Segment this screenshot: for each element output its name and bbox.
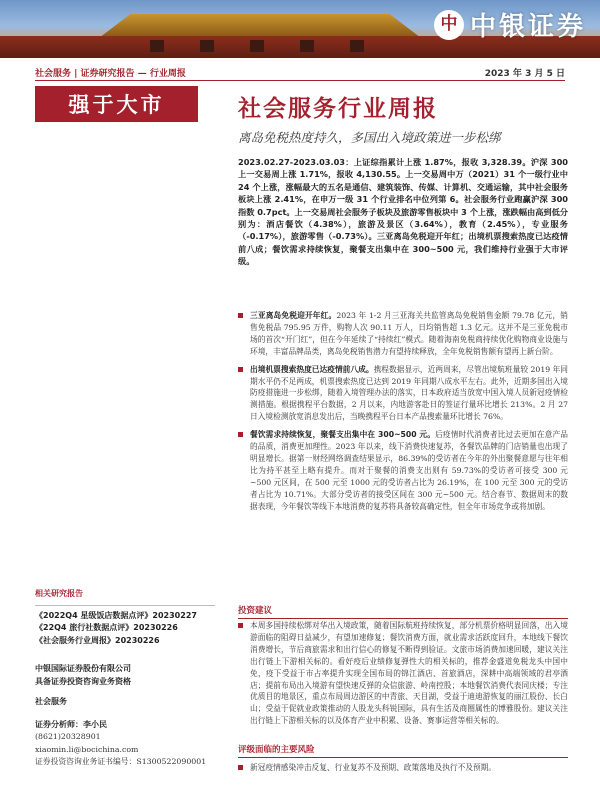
bullet-square-icon	[238, 623, 243, 628]
palace-roof-image	[80, 14, 440, 36]
report-date: 2023 年 3 月 5 日	[484, 69, 565, 79]
section-title: 投资建议	[238, 606, 273, 616]
sidebar	[35, 588, 215, 769]
related-reports-title: 相关研究报告	[35, 589, 83, 598]
analyst-certificate: 证券投资咨询业务证书编号：S1300522090001	[35, 757, 207, 766]
list-item	[238, 364, 568, 424]
section-title: 评级面临的主要风险	[238, 745, 315, 755]
risk-section	[238, 743, 568, 758]
page-subtitle: 离岛免税热度持久，多国出入境政策进一步松绑	[238, 130, 501, 145]
bullet-square-icon	[238, 367, 243, 372]
bullet-head: 餐饮需求持续恢复，聚餐支出集中在 300~500 元。	[250, 430, 436, 440]
investment-paragraph	[238, 620, 568, 727]
bullet-head: 三亚离岛免税迎开年红。	[250, 311, 337, 320]
list-item	[238, 429, 568, 512]
rating-badge: 强于大市	[35, 86, 198, 122]
bullet-text: 携程数据显示，近两周来，尽管出境航班量较 2019 年同期水平仍不足两成，机票搜索热度已达到 2019 年同期八成水平左右。此外，近期多国出入境防疫措施进一步松绑，随着入境管理办法的落实，日本政府适当放宽中国入境人员新冠疫情检测措施。根据携程平台数据，2 月以来，内地游客赴日的签证行量环比增长 213%。2 月 27 日入境检测放宽消息发出后，当晚携程平台日本产品搜索量环比增长 76%。	[250, 364, 568, 422]
brand-logo	[434, 6, 586, 43]
risk-text: 新冠疫情感染冲击反复、行业复苏不及预期、政策落地及执行不及预期。	[250, 763, 497, 772]
palace-window	[150, 40, 164, 52]
investment-section	[238, 604, 568, 619]
analyst-phone: (8621)20328901	[35, 732, 101, 741]
summary-paragraph: 2023.02.27-2023.03.03：上证综指累计上涨 1.87%，报收 3,328.39。沪深 300 上一交易周上涨 1.71%，报收 4,130.55。上一交易周中万（2021）31 个一级行业中 24 个上涨，涨幅最大的五名是通信、建筑装饰、传媒、计算机、交通运输，其中社会服务板块上涨 2.41%，在申万一级 31 个行业排名中位列第 6。社会服务行业跑赢沪深 300 指数 0.7pct。上一交易周社会服务子板块及旅游零售板块中 3 个上涨，涨跌幅由高到低分别为：酒店餐饮（4.38%），旅游及景区（3.64%），教育（2.45%），专业服务（-0.17%），旅游零售（-0.73%）。三亚离岛免税迎开年红；出境机票搜索热度已达疫情前八成；餐饮需求持续恢复，聚餐支出集中在 300~500 元，我们维持行业强于大市评级。	[238, 157, 568, 267]
bullet-text: 后疫情时代消费者比过去更加在意产品的品质，消费更加理性。2023 年以来，线下消费快速复苏，各餐饮品牌的门店销量也出现了明显增长。据第一财经网络调查结果显示，86.39%的受访者在今年的外出聚餐意愿与往年相比为持平甚至上略有提升。而对于聚餐的消费支出则有 59.73%的受访者可接受 300 元~500 元区间，在 500 元至 1000 元的受访者占比为 26.19%，在 100 元至 300 元的受访者占比为 10.71%。大部分受访者的接受区间在 300 元~500 元。结合春节、数据周末的数据表现，今年餐饮等线下本地消费的复苏将具备较高确定性，但全年市场竞争或将加剧。	[250, 430, 568, 511]
risk-paragraph	[238, 762, 568, 774]
bullet-square-icon	[238, 765, 243, 770]
company-name: 中银国际证券股份有限公司	[35, 664, 131, 673]
section-divider	[238, 757, 568, 758]
palace-window	[250, 40, 264, 52]
header-banner	[0, 0, 600, 58]
related-report-link[interactable]: 《社会服务行业周报》20230226	[35, 635, 160, 645]
bullet-head: 出境机票搜索热度已达疫情前八成。	[250, 364, 374, 374]
company-qualification: 具备证券投资咨询业务资格	[35, 676, 131, 686]
page-title: 社会服务行业周报	[238, 96, 438, 122]
sidebar-divider	[35, 605, 215, 606]
brand-name: 中银证券	[469, 12, 586, 42]
palace-window	[350, 40, 364, 52]
palace-window	[300, 40, 314, 52]
investment-text: 本周多国持续松绑对华出入境政策，随着国际航班持续恢复，部分机票价格明显回落，出入境游面临的阻碍日益减少，有望加速修复；餐饮消费方面，就业需求活跃度回升，本地线下餐饮消费增长，节后商旅需求和出行信心的修复不断得到验证。文旅市场消费加速回暖，建议关注出行链上下游相关标的。看好疫后业绩修复弹性大的相关标的，推荐金盛道免税龙头中国中免，疫下受益于市占率提升实现全国布局的锦江酒店、首旅酒店，深耕中高端领域的君亭酒店；提前布局出入境游有望快速反弹的众信旅游、岭南控股；本地餐饮消费代表同庆楼；专注优质目的地景区，重点布局周边游区的中青旅、天目湖，受益于迪迪游恢复的丽江股份、长白山；受益于促就业政策推动的人股龙头科锐国际，具有生活及商圈属性的博雅股份。建议关注出行链上下游相关标的以及体育产业中积累、设备、赛事运营等相关标的。	[250, 621, 568, 726]
related-report-link[interactable]: 《2022Q4 星级饭店数据点评》20230227	[35, 610, 197, 620]
related-report-link[interactable]: 《22Q4 旅行社数据点评》20230226	[35, 623, 178, 632]
analyst-email[interactable]: xiaomin.li@bocichina.com	[35, 744, 139, 754]
breadcrumb: 社会服务 | 证券研究报告 — 行业周报	[35, 69, 186, 79]
bullet-square-icon	[238, 432, 243, 437]
section-divider	[238, 618, 568, 619]
boc-logo-icon: 中	[434, 10, 464, 40]
breadcrumb-bar	[35, 62, 565, 81]
bullet-text: 2023 年 1-2 月三亚海关共监管离岛免税销售金额 79.78 亿元，销售免税品 795.95 万件，购物人次 90.11 万人，日均销售超 1.3 亿元。这并不是三亚免税市场的首次“开门红”，但在今年延续了“持续红”模式。随着海南免税商持续优化购物商业设施与环境，丰富品牌品类，离岛免税销售潜力有望持续释放，全年免税销售额有望再上新台阶。	[250, 311, 568, 356]
highlights-list	[238, 310, 568, 519]
analyst-name: 证券分析师：李小民	[35, 719, 107, 729]
list-item	[238, 310, 568, 358]
palace-window	[200, 40, 214, 52]
bullet-square-icon	[238, 313, 243, 318]
sector-name: 社会服务	[35, 697, 67, 706]
